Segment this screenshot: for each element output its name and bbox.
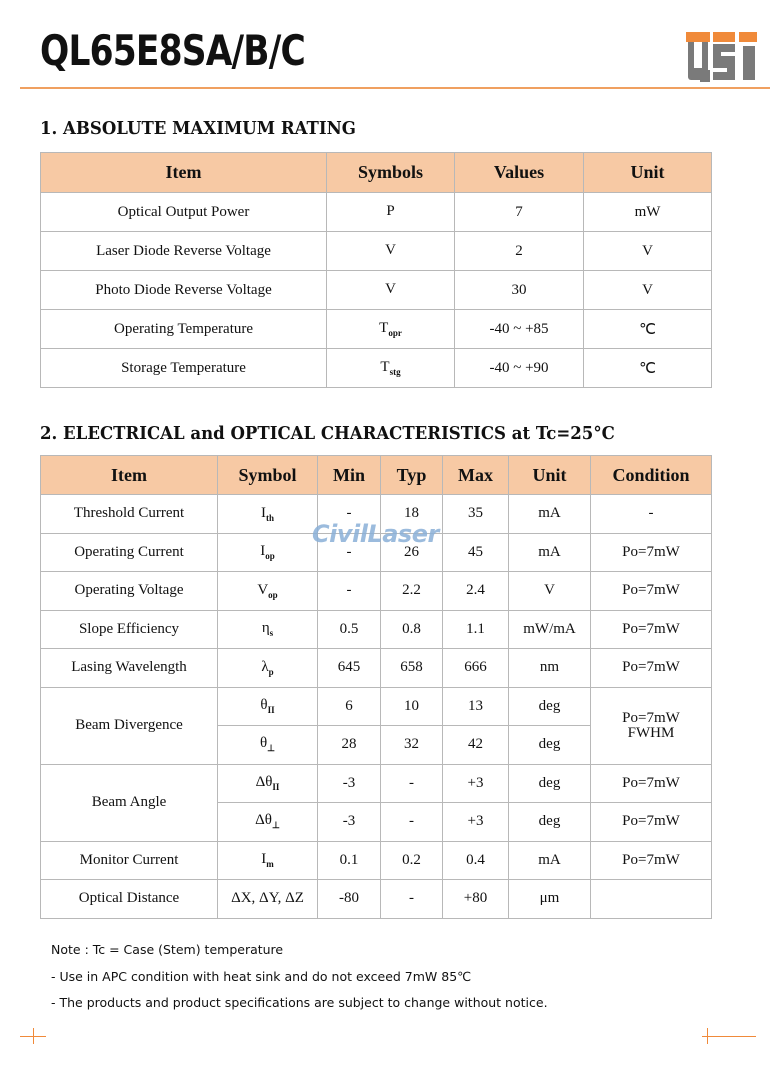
condition-line: FWHM	[627, 724, 675, 741]
min-cell: 645	[318, 649, 381, 688]
min-cell: 28	[318, 726, 381, 765]
max-cell: 35	[443, 495, 509, 534]
watermark: CivilLaser	[312, 520, 439, 548]
item-cell: Beam Angle	[41, 764, 218, 841]
unit-cell: V	[584, 232, 712, 271]
symbol-cell: V	[327, 271, 455, 310]
condition-cell: Po=7mW	[591, 610, 712, 649]
item-cell: Lasing Wavelength	[41, 649, 218, 688]
column-header: Item	[41, 153, 327, 193]
symbol-cell: ΔX, ΔY, ΔZ	[218, 880, 318, 919]
max-cell: 0.4	[443, 841, 509, 880]
condition-cell: -	[591, 495, 712, 534]
max-cell: +3	[443, 764, 509, 803]
table-row	[41, 610, 712, 649]
column-header: Symbol	[218, 456, 318, 495]
item-cell: Laser Diode Reverse Voltage	[41, 232, 327, 271]
min-cell: -3	[318, 764, 381, 803]
column-header: Item	[41, 456, 218, 495]
symbol-cell: $T_{stg}$	[327, 349, 455, 388]
typ-cell: 0.8	[381, 610, 443, 649]
note-line: - Use in APC condition with heat sink and do not exceed 7mW 85℃	[51, 968, 472, 984]
value-cell: 7	[455, 193, 584, 232]
typ-cell: 2.2	[381, 572, 443, 611]
value-cell: 30	[455, 271, 584, 310]
column-header: Max	[443, 456, 509, 495]
item-cell: Photo Diode Reverse Voltage	[41, 271, 327, 310]
table-row	[41, 841, 712, 880]
max-cell: +3	[443, 803, 509, 842]
symbol-cell: P	[327, 193, 455, 232]
typ-cell: 0.2	[381, 841, 443, 880]
symbol-cell: $I_{th}$	[218, 495, 318, 534]
min-cell: -	[318, 572, 381, 611]
table-row	[41, 310, 712, 349]
column-header: Symbols	[327, 153, 455, 193]
symbol-cell: $\eta_s$	[218, 610, 318, 649]
column-header: Unit	[584, 153, 712, 193]
table-row	[41, 880, 712, 919]
symbol-cell: $\Delta\theta_\perp$	[218, 803, 318, 842]
item-cell: Monitor Current	[41, 841, 218, 880]
symbol-cell: $V_{op}$	[218, 572, 318, 611]
qsi-logo	[686, 30, 760, 84]
unit-cell: mA	[509, 533, 591, 572]
section-title-electrical-optical: 2. ELECTRICAL and OPTICAL CHARACTERISTICS at Tc=25°C	[40, 423, 615, 444]
header-divider	[20, 87, 770, 89]
value-cell: 2	[455, 232, 584, 271]
symbol-cell: $\lambda_p$	[218, 649, 318, 688]
item-cell: Optical Distance	[41, 880, 218, 919]
table-row	[41, 687, 712, 726]
item-cell: Slope Efficiency	[41, 610, 218, 649]
condition-cell: Po=7mW	[591, 533, 712, 572]
table-row	[41, 572, 712, 611]
symbol-cell: $I_m$	[218, 841, 318, 880]
absolute-max-table	[40, 152, 712, 388]
typ-cell: 658	[381, 649, 443, 688]
typ-cell: -	[381, 880, 443, 919]
min-cell: -80	[318, 880, 381, 919]
unit-cell: V	[509, 572, 591, 611]
column-header: Min	[318, 456, 381, 495]
max-cell: 45	[443, 533, 509, 572]
condition-cell: Po=7mW	[591, 841, 712, 880]
table-row	[41, 764, 712, 803]
unit-cell: μm	[509, 880, 591, 919]
table-header-row	[41, 153, 712, 193]
symbol-cell: $I_{op}$	[218, 533, 318, 572]
typ-cell: 32	[381, 726, 443, 765]
unit-cell: deg	[509, 687, 591, 726]
column-header: Values	[455, 153, 584, 193]
value-cell: -40 ~ +85	[455, 310, 584, 349]
unit-cell: mA	[509, 841, 591, 880]
item-cell: Threshold Current	[41, 495, 218, 534]
table-row	[41, 232, 712, 271]
max-cell: 1.1	[443, 610, 509, 649]
condition-cell: Po=7mW	[591, 764, 712, 803]
condition-cell	[591, 880, 712, 919]
symbol-cell: $\theta_\perp$	[218, 726, 318, 765]
column-header: Condition	[591, 456, 712, 495]
note-line: - The products and product specifications are subject to change without notice.	[51, 995, 548, 1010]
table-header-row	[41, 456, 712, 495]
condition-cell: Po=7mW	[591, 649, 712, 688]
condition-cell	[591, 687, 712, 764]
condition-cell: Po=7mW	[591, 572, 712, 611]
condition-line: Po=7mW	[622, 709, 680, 726]
column-header: Unit	[509, 456, 591, 495]
table-row	[41, 649, 712, 688]
unit-cell: deg	[509, 803, 591, 842]
symbol-cell: V	[327, 232, 455, 271]
unit-cell: mA	[509, 495, 591, 534]
item-cell: Optical Output Power	[41, 193, 327, 232]
typ-cell: 18	[381, 495, 443, 534]
value-cell: -40 ~ +90	[455, 349, 584, 388]
table-row	[41, 193, 712, 232]
item-cell: Operating Temperature	[41, 310, 327, 349]
item-cell: Operating Voltage	[41, 572, 218, 611]
max-cell: 2.4	[443, 572, 509, 611]
unit-cell: deg	[509, 764, 591, 803]
table-row	[41, 349, 712, 388]
min-cell: 6	[318, 687, 381, 726]
unit-cell: nm	[509, 649, 591, 688]
typ-cell: -	[381, 764, 443, 803]
symbol-cell: $\theta_{II}$	[218, 687, 318, 726]
typ-cell: 26	[381, 533, 443, 572]
column-header: Typ	[381, 456, 443, 495]
unit-cell: deg	[509, 726, 591, 765]
item-cell: Beam Divergence	[41, 687, 218, 764]
min-cell: -	[318, 495, 381, 534]
item-cell: Storage Temperature	[41, 349, 327, 388]
min-cell: -3	[318, 803, 381, 842]
max-cell: 42	[443, 726, 509, 765]
max-cell: 666	[443, 649, 509, 688]
symbol-cell: $T_{opr}$	[327, 310, 455, 349]
unit-cell: mW/mA	[509, 610, 591, 649]
unit-cell: V	[584, 271, 712, 310]
min-cell: -	[318, 533, 381, 572]
unit-cell: mW	[584, 193, 712, 232]
symbol-cell: $\Delta\theta_{II}$	[218, 764, 318, 803]
document-title: QL65E8SA/B/C	[40, 26, 305, 75]
note-line: Note : Tc = Case (Stem) temperature	[51, 942, 284, 957]
unit-cell: ℃	[584, 349, 712, 388]
typ-cell: 10	[381, 687, 443, 726]
min-cell: 0.5	[318, 610, 381, 649]
notes	[51, 942, 548, 1022]
condition-cell: Po=7mW	[591, 803, 712, 842]
max-cell: 13	[443, 687, 509, 726]
table-row	[41, 271, 712, 310]
unit-cell: ℃	[584, 310, 712, 349]
min-cell: 0.1	[318, 841, 381, 880]
item-cell: Operating Current	[41, 533, 218, 572]
max-cell: +80	[443, 880, 509, 919]
section-title-absolute-max: 1. ABSOLUTE MAXIMUM RATING	[40, 118, 356, 139]
typ-cell: -	[381, 803, 443, 842]
